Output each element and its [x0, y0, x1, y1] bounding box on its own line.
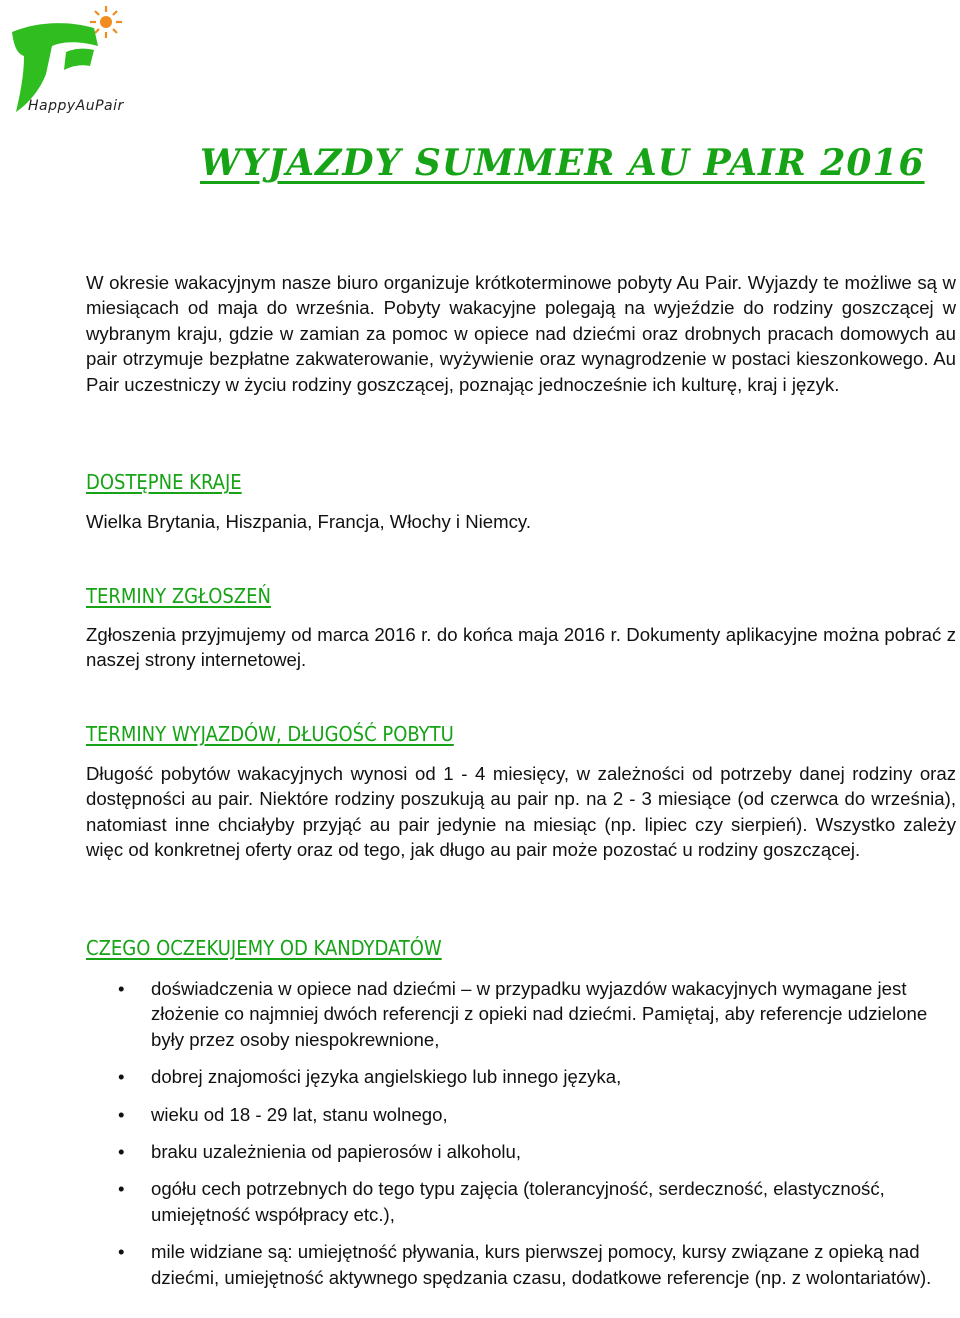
list-item [86, 1139, 956, 1164]
list-item-text: doświadczenia w opiece nad dziećmi – w przypadku wyjazdów wakacyjnych wymagane jest złożenie co najmniej dwóch referencji z opieki nad dziećmi. Pamiętaj, aby referencje udzielone były przez osoby niespokrewnione, [151, 978, 928, 1050]
list-item-text: wieku od 18 - 29 lat, stanu wolnego, [151, 1103, 448, 1125]
list-item [86, 1102, 956, 1127]
bullet-icon: • [118, 1178, 125, 1200]
requirements-list [86, 976, 956, 1302]
heading-candidate-requirements: CZEGO OCZEKUJEMY OD KANDYDATÓW [86, 936, 442, 960]
list-item [86, 976, 956, 1052]
bullet-icon: • [118, 1066, 125, 1088]
bullet-icon: • [118, 1141, 125, 1163]
bullet-icon: • [118, 1103, 125, 1125]
bullet-icon: • [118, 978, 125, 999]
text-departure-dates: Długość pobytów wakacyjnych wynosi od 1 - 4 miesięcy, w zależności od potrzeby danej rodziny oraz dostępności au pair. Niektóre rodziny poszukują au pair np. na 2 - 3 miesiące (od czerwca do września), natomiast inne chciałyby przyjąć au pair jedynie na miesiąc (np. lipiec czy sierpień). Wszystko zależy więc od konkretnej oferty oraz od tego, jak długo au pair może pozostać u rodziny goszczącej. [86, 763, 956, 861]
list-item-text: mile widziane są: umiejętność pływania, kurs pierwszej pomocy, kursy związane z opieką nad dziećmi, umiejętność aktywnego spędzania czasu, dodatkowe referencje (np. z wolontariatów). [151, 1241, 932, 1288]
list-item-text: dobrej znajomości języka angielskiego lub innego języka, [151, 1066, 622, 1088]
list-item-text: ogółu cech potrzebnych do tego typu zajęcia (tolerancyjność, serdeczność, elastyczność, umiejętność współpracy etc.), [151, 1178, 885, 1225]
heading-available-countries: DOSTĘPNE KRAJE [86, 470, 242, 494]
list-item-text: braku uzależnienia od papierosów i alkoholu, [151, 1141, 522, 1163]
intro-paragraph: W okresie wakacyjnym nasze biuro organizuje krótkoterminowe pobyty Au Pair. Wyjazdy te możliwe są w miesiącach od maja do września. Pobyty wakacyjne polegają na wyjeździe do rodziny goszczącej w wybranym kraju, gdzie w zamian za pomoc w opiece nad dziećmi oraz drobnych pracach domowych au pair otrzymuje bezpłatne zakwaterowanie, wyżywienie oraz wynagrodzenie w postaci kieszonkowego. Au Pair uczestniczy w życiu rodziny goszczącej, poznając jednocześnie ich kulturę, kraj i język. [86, 272, 956, 395]
logo-wordmark: HappyAuPair [28, 98, 124, 114]
heading-application-deadlines: TERMINY ZGŁOSZEŃ [86, 584, 271, 608]
text-available-countries: Wielka Brytania, Hiszpania, Francja, Włochy i Niemcy. [86, 511, 531, 532]
text-application-deadlines: Zgłoszenia przyjmujemy od marca 2016 r. do końca maja 2016 r. Dokumenty aplikacyjne można pobrać z naszej strony internetowej. [86, 624, 956, 671]
bullet-icon: • [118, 1241, 125, 1263]
list-item [86, 1239, 956, 1290]
heading-departure-dates: TERMINY WYJAZDÓW, DŁUGOŚĆ POBYTU [86, 722, 454, 746]
list-item [86, 1064, 956, 1089]
list-item [86, 1176, 956, 1227]
page-title: WYJAZDY SUMMER AU PAIR 2016 [200, 142, 925, 184]
